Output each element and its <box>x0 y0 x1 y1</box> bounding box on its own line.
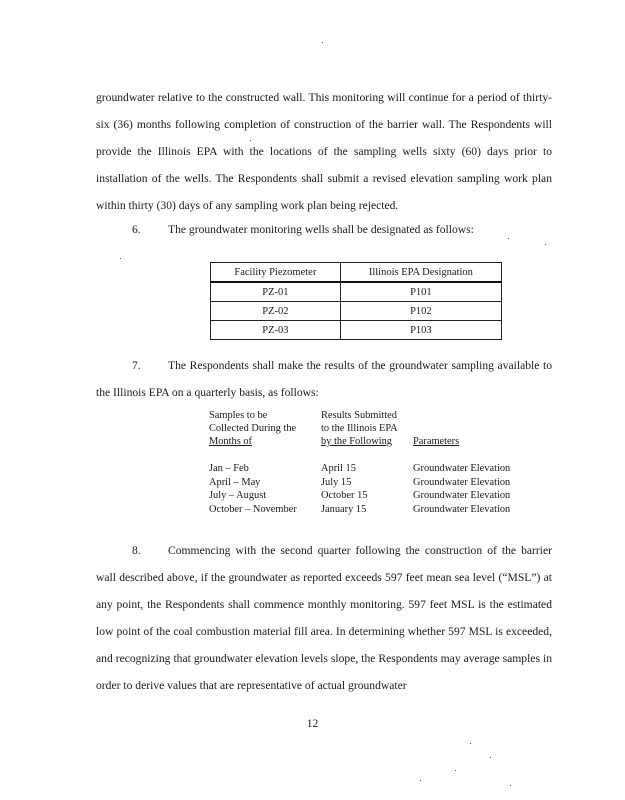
schedule-header-line: Results Submitted <box>321 410 397 421</box>
item-7-text: The Respondents shall make the results of the groundwater sampling available to the Illinois EPA on a quarterly basis, as follows: <box>96 359 552 399</box>
schedule-cell: Groundwater Elevation <box>413 476 511 488</box>
scan-speck <box>420 780 421 781</box>
table-cell: P101 <box>340 282 501 302</box>
table-row <box>211 302 502 321</box>
scan-speck <box>322 42 323 43</box>
item-6-text: The groundwater monitoring wells shall be designated as follows: <box>168 223 474 236</box>
schedule-header-line: Samples to be <box>209 410 268 421</box>
table-cell: P103 <box>340 321 501 340</box>
schedule-cell: October – November <box>209 503 297 515</box>
schedule-due-column <box>321 462 367 516</box>
schedule-parameters-column <box>413 462 510 516</box>
scan-speck <box>545 244 546 245</box>
schedule-cell: January 15 <box>321 503 367 515</box>
item-8-number: 8. <box>132 544 141 557</box>
schedule-months-column <box>209 462 297 516</box>
page-number: 12 <box>306 718 319 730</box>
item-7-number: 7. <box>132 359 141 372</box>
table-cell: P102 <box>340 302 501 321</box>
well-designation-table <box>210 262 502 340</box>
schedule-cell: July – August <box>209 490 267 501</box>
scan-speck <box>455 770 456 771</box>
item-6-number: 6. <box>132 223 141 236</box>
schedule-header-line: to the Illinois EPA <box>321 423 398 434</box>
schedule-header-line: Parameters <box>413 436 460 447</box>
schedule-cell: Groundwater Elevation <box>413 503 511 515</box>
schedule-cell: April – May <box>209 476 261 488</box>
table-header-row <box>211 263 502 283</box>
schedule-cell: Groundwater Elevation <box>413 490 511 501</box>
schedule-header-line: Months of <box>209 436 253 447</box>
scan-speck <box>510 785 511 786</box>
scan-speck <box>120 258 121 259</box>
item-6 <box>96 216 552 243</box>
table-header-cell: Facility Piezometer <box>211 263 341 283</box>
table-cell: PZ-01 <box>211 282 341 302</box>
schedule-header-line: Collected During the <box>209 423 297 434</box>
paragraph-continued: groundwater relative to the constructed wall. This monitoring will continue for a period of thirty-six (36) months following completion of construction of the barrier wall. The Respondents will provide the Illinois EPA with the locations of the sampling wells sixty (60) days prior to installation of the wells. The Respondents shall submit a revised elevation sampling work plan within thirty (30) days of any sampling work plan being rejected. <box>96 91 552 212</box>
scan-speck <box>490 757 491 758</box>
table-header-cell: Illinois EPA Designation <box>340 263 501 283</box>
table-row <box>211 321 502 340</box>
table-cell: PZ-02 <box>211 302 341 321</box>
scan-speck <box>470 743 471 744</box>
item-7 <box>96 352 552 406</box>
schedule-cell: October 15 <box>321 490 368 501</box>
item-8 <box>96 537 552 699</box>
schedule-cell: April 15 <box>321 463 356 474</box>
table-cell: PZ-03 <box>211 321 341 340</box>
schedule-col2-header <box>321 409 398 448</box>
schedule-cell: Groundwater Elevation <box>413 463 511 474</box>
schedule-col3-header <box>413 435 459 448</box>
schedule-cell: Jan – Feb <box>209 463 249 474</box>
schedule-col1-header <box>209 409 296 448</box>
table-row <box>211 282 502 302</box>
scan-speck <box>508 238 509 239</box>
item-8-text: Commencing with the second quarter following the construction of the barrier wall described above, if the groundwater as reported exceeds 597 feet mean sea level (“MSL”) at any point, the Respondents shall commence monthly monitoring. 597 feet MSL is the estimated low point of the coal combustion material fill area. In determining whether 597 MSL is exceeded, and recognizing that groundwater elevation levels slope, the Respondents may average samples in order to derive values that are representative of actual groundwater <box>96 544 552 692</box>
schedule-header-line: by the Following <box>321 436 393 447</box>
scan-speck <box>250 140 251 141</box>
schedule-cell: July 15 <box>321 476 352 488</box>
